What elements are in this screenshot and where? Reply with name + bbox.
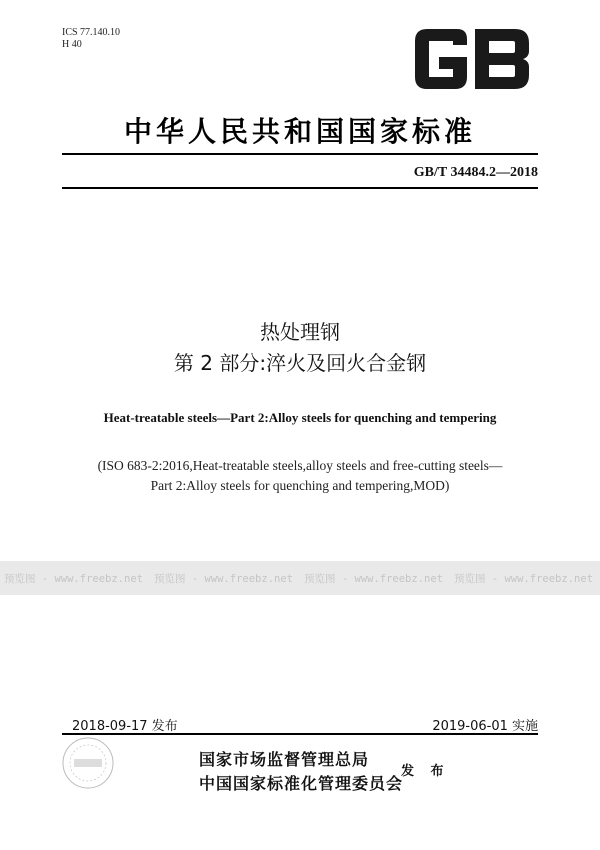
anti-counterfeit-stamp — [60, 735, 116, 791]
header-divider-bottom — [62, 187, 538, 189]
chinese-title-main: 热处理钢 — [260, 320, 340, 344]
classification-codes — [62, 27, 120, 51]
english-title: Heat-treatable steels—Part 2:Alloy steels for quenching and tempering — [103, 410, 497, 425]
watermark-text: 预览图 - www.freebz.net — [4, 573, 143, 585]
watermark-band — [0, 561, 600, 595]
ccs-code: H 40 — [62, 39, 82, 50]
iso-reference-line2: Part 2:Alloy steels for quenching and tempering,MOD) — [150, 478, 450, 493]
chinese-title-part: 第 2 部分:淬火及回火合金钢 — [173, 351, 427, 375]
issue-date: 2018-09-17 发布 — [72, 719, 178, 734]
issuer-samr: 国家市场监督管理总局 — [199, 750, 370, 769]
header-divider-top — [62, 153, 538, 155]
watermark-text: 预览图 - www.freebz.net — [154, 573, 293, 585]
implementation-date: 2019-06-01 实施 — [432, 719, 538, 734]
iso-reference — [0, 456, 600, 496]
watermark-text: 预览图 - www.freebz.net — [454, 573, 593, 585]
standard-organization: 中华人民共和国国家标准 — [123, 115, 476, 148]
standard-number: GB/T 34484.2—2018 — [413, 165, 538, 180]
issuer-sac: 中国国家标准化管理委员会 — [199, 774, 404, 793]
gb-logo — [411, 25, 533, 93]
watermark-text: 预览图 - www.freebz.net — [304, 573, 443, 585]
ics-code: ICS 77.140.10 — [62, 27, 121, 38]
iso-reference-line1: (ISO 683-2:2016,Heat-treatable steels,alloy steels and free-cutting steels— — [97, 458, 503, 473]
publish-label: 发 布 — [401, 764, 450, 779]
